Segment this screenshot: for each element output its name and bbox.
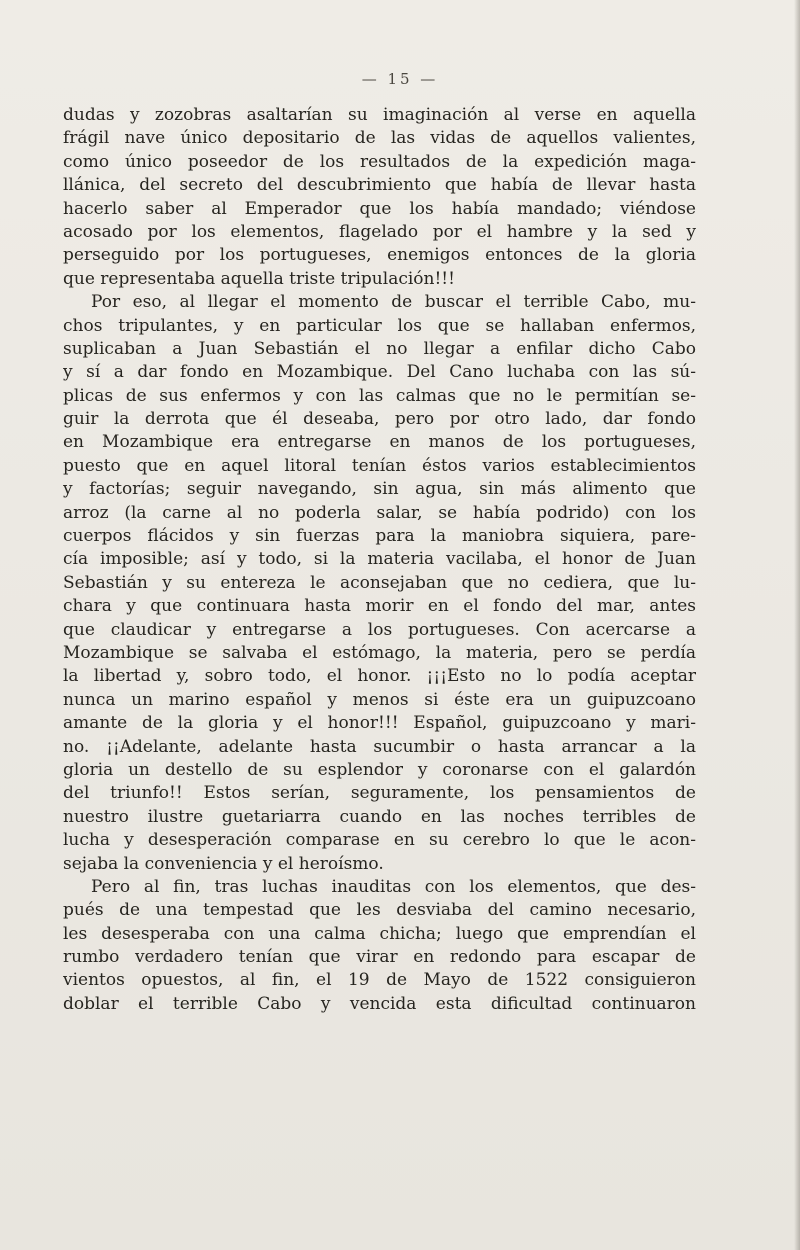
text-line: que claudicar y entregarse a los portugueses. Con acercarse a — [63, 619, 696, 640]
text-line: nuestro ilustre guetariarra cuando en las noches terribles de — [63, 806, 696, 827]
text-line: gloria un destello de su esplendor y coronarse con el galardón — [63, 759, 696, 780]
text-line: en Mozambique era entregarse en manos de los portugueses, — [63, 432, 696, 453]
text-line: amante de la gloria y el honor!!! Español, guipuzcoano y mari- — [63, 713, 696, 734]
page-edge-shadow — [794, 0, 800, 1250]
text-line: Pero al fin, tras luchas inauditas con los elementos, que des- — [91, 876, 696, 897]
text-line: suplicaban a Juan Sebastián el no llegar a enfilar dicho Cabo — [63, 338, 696, 359]
text-line: llánica, del secreto del descubrimiento que había de llevar hasta — [63, 175, 696, 196]
text-line: vientos opuestos, al fin, el 19 de Mayo de 1522 consiguieron — [63, 970, 696, 991]
text-line: chara y que continuara hasta morir en el fondo del mar, antes — [63, 596, 696, 617]
text-line: nunca un marino español y menos si éste era un guipuzcoano — [63, 689, 696, 710]
text-line: como único poseedor de los resultados de la expedición maga- — [63, 151, 696, 172]
page-number: — 15 — — [361, 70, 439, 88]
text-line: pués de una tempestad que les desviaba del camino necesario, — [63, 900, 696, 921]
text-line: Mozambique se salvaba el estómago, la materia, pero se perdía — [63, 642, 696, 663]
text-line: puesto que en aquel litoral tenían éstos varios establecimientos — [63, 455, 696, 476]
text-line: les desesperaba con una calma chicha; luego que emprendían el — [63, 923, 696, 944]
text-line: doblar el terrible Cabo y vencida esta dificultad continuaron — [63, 993, 696, 1014]
text-line: del triunfo!! Estos serían, seguramente, los pensamientos de — [63, 783, 696, 804]
text-line: Sebastián y su entereza le aconsejaban que no cediera, que lu- — [63, 572, 696, 593]
text-line: lucha y desesperación comparase en su cerebro lo que le acon- — [63, 830, 696, 851]
text-line: cía imposible; así y todo, si la materia vacilaba, el honor de Juan — [63, 549, 696, 570]
text-line: no. ¡¡Adelante, adelante hasta sucumbir o hasta arrancar a la — [63, 736, 696, 757]
text-line: y factorías; seguir navegando, sin agua, sin más alimento que — [63, 479, 696, 500]
text-line: dudas y zozobras asaltarían su imaginación al verse en aquella — [63, 105, 696, 125]
text-line: que representaba aquella triste tripulación!!! — [63, 268, 455, 289]
body-text — [63, 104, 696, 1016]
text-line: chos tripulantes, y en particular los que se hallaban enfermos, — [63, 315, 696, 336]
text-line: Por eso, al llegar el momento de buscar el terrible Cabo, mu- — [91, 292, 696, 313]
text-line: hacerlo saber al Emperador que los había mandado; viéndose — [63, 198, 696, 219]
text-line: rumbo verdadero tenían que virar en redondo para escapar de — [63, 947, 696, 968]
text-line: la libertad y, sobro todo, el honor. ¡¡¡Esto no lo podía aceptar — [63, 666, 696, 687]
text-line: sejaba la conveniencia y el heroísmo. — [63, 853, 384, 874]
text-line: y sí a dar fondo en Mozambique. Del Cano luchaba con las sú- — [63, 362, 696, 383]
text-line: frágil nave único depositario de las vidas de aquellos valientes, — [63, 128, 696, 149]
text-line: plicas de sus enfermos y con las calmas que no le permitían se- — [63, 385, 696, 406]
text-line: perseguido por los portugueses, enemigos entonces de la gloria — [63, 245, 696, 266]
text-line: arroz (la carne al no poderla salar, se había podrido) con los — [63, 502, 696, 523]
text-line: cuerpos flácidos y sin fuerzas para la maniobra siquiera, pare- — [63, 526, 696, 547]
text-line: guir la derrota que él deseaba, pero por otro lado, dar fondo — [63, 409, 696, 430]
text-line: acosado por los elementos, flagelado por el hambre y la sed y — [63, 221, 696, 242]
